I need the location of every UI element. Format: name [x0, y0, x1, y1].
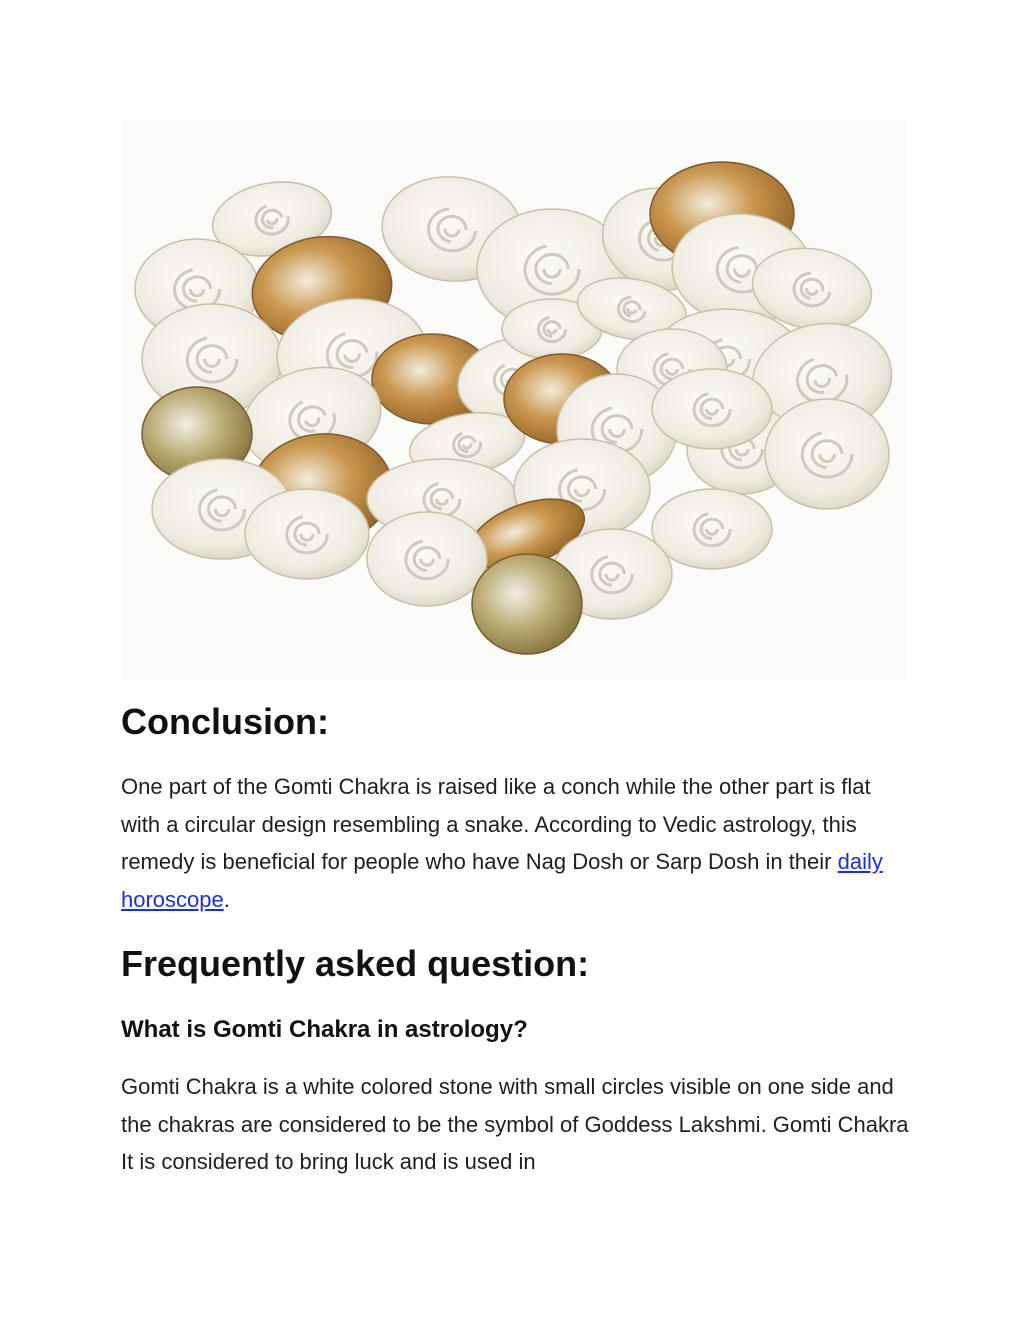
conclusion-heading: Conclusion: — [121, 701, 329, 742]
faq-answer: Gomti Chakra is a white colored stone with small circles visible on one side and the chakras are considered to be the symbol of Goddess Lakshmi. Gomti Chakra It is considered to bring luck and is used in — [121, 1074, 909, 1174]
domed-shell — [472, 554, 582, 654]
spiral-shell — [367, 512, 487, 606]
conclusion-paragraph — [121, 768, 911, 918]
spiral-shell — [652, 489, 772, 569]
gomti-chakra-shells-image — [122, 119, 906, 680]
daily-horoscope-link[interactable]: daily horoscope — [121, 849, 883, 912]
faq-question: What is Gomti Chakra in astrology? — [121, 1016, 528, 1043]
spiral-shell — [652, 369, 772, 449]
conclusion-text-end: . — [223, 886, 230, 912]
spiral-shell — [245, 489, 369, 579]
gomti-chakra-photo — [122, 119, 906, 680]
spiral-shell — [765, 399, 889, 509]
faq-heading: Frequently asked question: — [121, 943, 590, 984]
conclusion-text: One part of the Gomti Chakra is raised like a conch while the other part is flat with a circular design resembling a snake. According to Vedic astrology, this remedy is beneficial for people who have Nag Dosh or Sarp Dosh in their — [121, 774, 871, 874]
